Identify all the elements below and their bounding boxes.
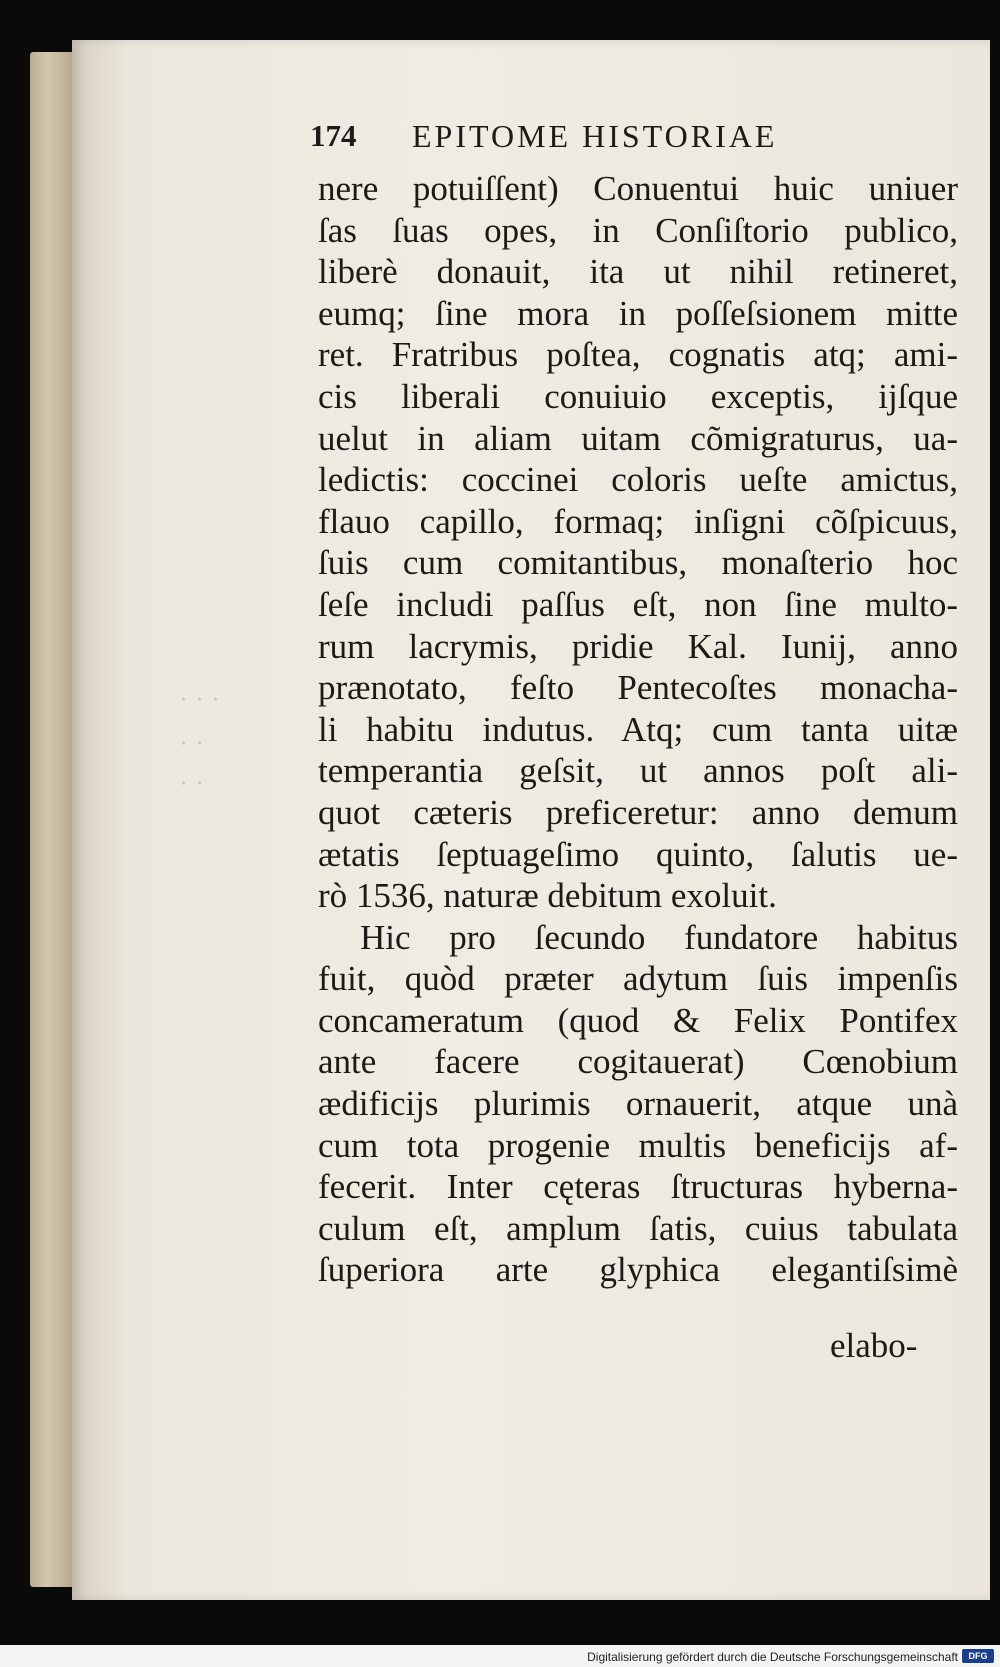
text-line: eumq; ſine mora in poſſeſsionem mitte [318, 293, 958, 333]
text-line: rum lacrymis, pridie Kal. Iunij, anno [318, 626, 958, 666]
book-fore-edge [30, 52, 78, 1587]
show-through-text: · · [180, 772, 204, 797]
text-line: ret. Fratribus poſtea, cognatis atq; ami- [318, 335, 958, 375]
text-line: uelut in aliam uitam cõmigraturus, ua- [318, 418, 958, 458]
body-text [318, 168, 958, 1291]
text-line: concameratum (quod & Felix Pontifex [318, 1000, 958, 1040]
text-line: temperantia geſsit, ut annos poſt ali- [318, 751, 958, 791]
text-line: ædificijs plurimis ornauerit, atque unà [318, 1084, 958, 1124]
page-header [310, 118, 870, 158]
text-line: ſuis cum comitantibus, monaſterio hoc [318, 543, 958, 583]
running-title: EPITOME HISTORIAE [412, 118, 778, 154]
text-line: fecerit. Inter cęteras ſtructuras hyberna- [318, 1167, 958, 1207]
paragraph-start-line: Hic pro ſecundo fundatore habitus [360, 917, 958, 957]
text-line: quot cæteris preficeretur: anno demum [318, 792, 958, 832]
text-line: li habitu indutus. Atq; cum tanta uitæ [318, 709, 958, 749]
text-line: cis liberali conuiuio exceptis, ijſque [318, 376, 958, 416]
text-line: flauo capillo, formaq; inſigni cõſpicuus, [318, 501, 958, 541]
text-line: ſeſe includi paſſus eſt, non ſine multo- [318, 584, 958, 624]
text-line: culum eſt, amplum ſatis, cuius tabulata [318, 1208, 958, 1248]
text-line: prænotato, feſto Pentecoſtes monacha- [318, 668, 958, 708]
show-through-text: · · [180, 732, 204, 757]
text-line: nere potuiſſent) Conuentui huic uniuer [318, 169, 958, 208]
dfg-logo: DFG [962, 1649, 994, 1663]
show-through-text: · · · [180, 688, 220, 713]
footer-bar [0, 1645, 1000, 1667]
text-line: cum tota progenie multis beneficijs af- [318, 1125, 958, 1165]
page-number: 174 [310, 118, 357, 153]
text-line: ledictis: coccinei coloris ueſte amictus, [318, 460, 958, 500]
text-line: liberè donauit, ita ut nihil retineret, [318, 252, 958, 292]
text-line: ſas ſuas opes, in Conſiſtorio publico, [318, 210, 958, 250]
text-line: ante facere cogitauerat) Cœnobium [318, 1042, 958, 1082]
text-line: ſuperiora arte glyphica elegantiſsimè [318, 1250, 958, 1290]
text-line: fuit, quòd præter adytum ſuis impenſis [318, 959, 958, 999]
catchword: elabo- [830, 1326, 918, 1365]
text-line: rò 1536, naturæ debitum exoluit. [318, 876, 777, 916]
digitization-credit: Digitalisierung gefördert durch die Deutsche Forschungsgemeinschaft [587, 1650, 958, 1664]
text-line: ætatis ſeptuageſimo quinto, ſalutis ue- [318, 834, 958, 874]
